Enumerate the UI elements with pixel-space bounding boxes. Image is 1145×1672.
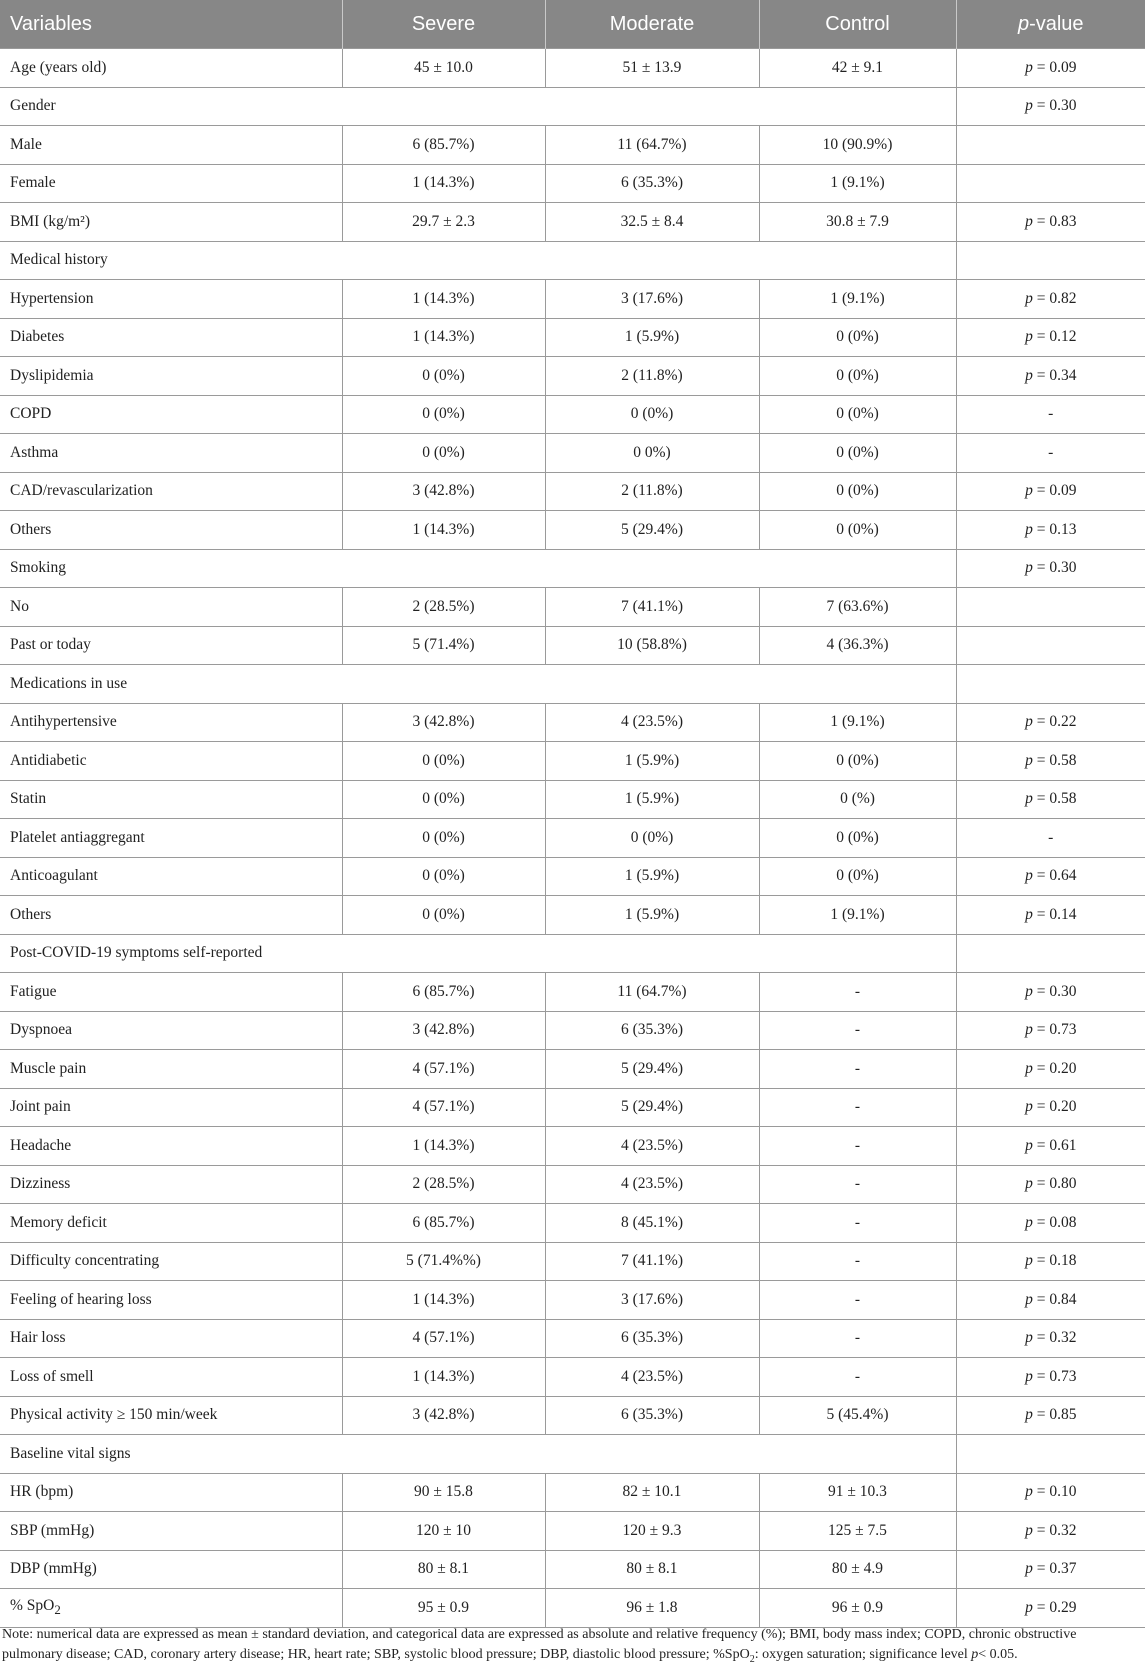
cell-moderate: 2 (11.8%) xyxy=(545,357,759,396)
cell-severe: 2 (28.5%) xyxy=(342,1165,545,1204)
cell-control: 7 (63.6%) xyxy=(759,588,956,627)
cell-control: 0 (0%) xyxy=(759,857,956,896)
cell-moderate: 5 (29.4%) xyxy=(545,1050,759,1089)
table-row xyxy=(0,472,1145,511)
table-row xyxy=(0,742,1145,781)
cell-severe: 1 (14.3%) xyxy=(342,1358,545,1397)
cell-p-value: p = 0.10 xyxy=(956,1473,1145,1512)
cell-control: - xyxy=(759,1165,956,1204)
cell-moderate: 1 (5.9%) xyxy=(545,857,759,896)
cell-moderate: 10 (58.8%) xyxy=(545,626,759,665)
cell-severe: 90 ± 15.8 xyxy=(342,1473,545,1512)
cell-severe: 80 ± 8.1 xyxy=(342,1550,545,1589)
cell-moderate: 6 (35.3%) xyxy=(545,1396,759,1435)
cell-p-value: p = 0.64 xyxy=(956,857,1145,896)
cell-p-value: p = 0.09 xyxy=(956,49,1145,88)
cell-severe: 3 (42.8%) xyxy=(342,703,545,742)
cell-moderate: 4 (23.5%) xyxy=(545,703,759,742)
table-row xyxy=(0,1088,1145,1127)
table-row xyxy=(0,203,1145,242)
cell-control: 0 (0%) xyxy=(759,472,956,511)
row-label: Past or today xyxy=(0,626,342,665)
cell-control: 42 ± 9.1 xyxy=(759,49,956,88)
cell-severe: 0 (0%) xyxy=(342,896,545,935)
cell-p-value xyxy=(956,588,1145,627)
cell-severe: 1 (14.3%) xyxy=(342,1281,545,1320)
header-row xyxy=(0,0,1145,49)
cell-control: - xyxy=(759,1088,956,1127)
table-row xyxy=(0,1512,1145,1551)
section-row xyxy=(0,934,1145,973)
section-row xyxy=(0,665,1145,704)
cell-p-value: p = 0.18 xyxy=(956,1242,1145,1281)
cell-moderate: 6 (35.3%) xyxy=(545,1319,759,1358)
row-label: CAD/revascularization xyxy=(0,472,342,511)
cell-p-value: p = 0.84 xyxy=(956,1281,1145,1320)
cell-severe: 120 ± 10 xyxy=(342,1512,545,1551)
cell-moderate: 1 (5.9%) xyxy=(545,896,759,935)
cell-p-value: p = 0.85 xyxy=(956,1396,1145,1435)
table-row xyxy=(0,973,1145,1012)
table-row xyxy=(0,857,1145,896)
row-label: Age (years old) xyxy=(0,49,342,88)
cell-p-value: p = 0.20 xyxy=(956,1088,1145,1127)
cell-p-value: p = 0.73 xyxy=(956,1358,1145,1397)
cell-severe: 3 (42.8%) xyxy=(342,1011,545,1050)
cell-p-value: p = 0.82 xyxy=(956,280,1145,319)
row-label: Hair loss xyxy=(0,1319,342,1358)
cell-severe: 2 (28.5%) xyxy=(342,588,545,627)
cell-severe: 45 ± 10.0 xyxy=(342,49,545,88)
cell-moderate: 4 (23.5%) xyxy=(545,1127,759,1166)
cell-severe: 0 (0%) xyxy=(342,357,545,396)
row-label: Platelet antiaggregant xyxy=(0,819,342,858)
cell-moderate: 0 0%) xyxy=(545,434,759,473)
cell-p-value: p = 0.58 xyxy=(956,742,1145,781)
cell-control: 5 (45.4%) xyxy=(759,1396,956,1435)
table-row xyxy=(0,1358,1145,1397)
cell-severe: 3 (42.8%) xyxy=(342,1396,545,1435)
cell-moderate: 6 (35.3%) xyxy=(545,1011,759,1050)
section-label: Baseline vital signs xyxy=(0,1435,956,1474)
cell-moderate: 7 (41.1%) xyxy=(545,588,759,627)
cell-severe: 6 (85.7%) xyxy=(342,973,545,1012)
section-label: Post-COVID-19 symptoms self-reported xyxy=(0,934,956,973)
cell-p-value: p = 0.14 xyxy=(956,896,1145,935)
table-row xyxy=(0,896,1145,935)
cell-severe: 6 (85.7%) xyxy=(342,126,545,165)
cell-control: 91 ± 10.3 xyxy=(759,1473,956,1512)
table-row xyxy=(0,1550,1145,1589)
table-row xyxy=(0,1589,1145,1628)
cell-control: 4 (36.3%) xyxy=(759,626,956,665)
cell-severe: 0 (0%) xyxy=(342,819,545,858)
header-severe: Severe xyxy=(342,0,545,49)
cell-control: - xyxy=(759,1281,956,1320)
cell-severe: 4 (57.1%) xyxy=(342,1319,545,1358)
cell-moderate: 80 ± 8.1 xyxy=(545,1550,759,1589)
cell-p-value: p = 0.30 xyxy=(956,973,1145,1012)
row-label: Female xyxy=(0,164,342,203)
section-label: Smoking xyxy=(0,549,956,588)
cell-control: 1 (9.1%) xyxy=(759,703,956,742)
cell-p-value xyxy=(956,164,1145,203)
row-label: Physical activity ≥ 150 min/week xyxy=(0,1396,342,1435)
section-row xyxy=(0,241,1145,280)
table-body xyxy=(0,49,1145,1628)
row-label: Dyslipidemia xyxy=(0,357,342,396)
cell-control: 1 (9.1%) xyxy=(759,896,956,935)
cell-moderate: 7 (41.1%) xyxy=(545,1242,759,1281)
cell-control: 125 ± 7.5 xyxy=(759,1512,956,1551)
table-row xyxy=(0,357,1145,396)
cell-control: - xyxy=(759,973,956,1012)
row-label: Anticoagulant xyxy=(0,857,342,896)
table-row xyxy=(0,395,1145,434)
table-row xyxy=(0,1281,1145,1320)
cell-moderate: 1 (5.9%) xyxy=(545,742,759,781)
cell-control: - xyxy=(759,1204,956,1243)
cell-control: 0 (0%) xyxy=(759,318,956,357)
table-row xyxy=(0,1204,1145,1243)
table-row xyxy=(0,511,1145,550)
cell-control: 30.8 ± 7.9 xyxy=(759,203,956,242)
cell-p-value: - xyxy=(956,819,1145,858)
row-label: Headache xyxy=(0,1127,342,1166)
cell-p-value: p = 0.80 xyxy=(956,1165,1145,1204)
table-row xyxy=(0,280,1145,319)
cell-moderate: 3 (17.6%) xyxy=(545,280,759,319)
cell-control: 0 (0%) xyxy=(759,434,956,473)
cell-moderate: 4 (23.5%) xyxy=(545,1358,759,1397)
row-label: Loss of smell xyxy=(0,1358,342,1397)
cell-severe: 29.7 ± 2.3 xyxy=(342,203,545,242)
table-row xyxy=(0,1050,1145,1089)
table-row xyxy=(0,1165,1145,1204)
cell-p-value: p = 0.09 xyxy=(956,472,1145,511)
row-label: No xyxy=(0,588,342,627)
cell-p-value: p = 0.08 xyxy=(956,1204,1145,1243)
cell-severe: 5 (71.4%%) xyxy=(342,1242,545,1281)
cell-severe: 5 (71.4%) xyxy=(342,626,545,665)
table-row xyxy=(0,1473,1145,1512)
row-label: BMI (kg/m²) xyxy=(0,203,342,242)
cell-control: 0 (%) xyxy=(759,780,956,819)
cell-control: 0 (0%) xyxy=(759,511,956,550)
table-row xyxy=(0,1319,1145,1358)
cell-severe: 1 (14.3%) xyxy=(342,318,545,357)
cell-p-value xyxy=(956,626,1145,665)
cell-severe: 0 (0%) xyxy=(342,742,545,781)
table-row xyxy=(0,626,1145,665)
table-row xyxy=(0,318,1145,357)
cell-control: - xyxy=(759,1319,956,1358)
row-label: Fatigue xyxy=(0,973,342,1012)
table-row xyxy=(0,164,1145,203)
row-label: Antihypertensive xyxy=(0,703,342,742)
cell-moderate: 0 (0%) xyxy=(545,819,759,858)
cell-moderate: 120 ± 9.3 xyxy=(545,1512,759,1551)
cell-moderate: 1 (5.9%) xyxy=(545,780,759,819)
cell-p-value: - xyxy=(956,395,1145,434)
row-label: Dyspnoea xyxy=(0,1011,342,1050)
cell-p-value: p = 0.73 xyxy=(956,1011,1145,1050)
table-row xyxy=(0,49,1145,88)
cell-p-value xyxy=(956,934,1145,973)
section-label: Medications in use xyxy=(0,665,956,704)
row-label: Others xyxy=(0,896,342,935)
cell-severe: 4 (57.1%) xyxy=(342,1088,545,1127)
table-row xyxy=(0,1127,1145,1166)
cell-p-value: p = 0.37 xyxy=(956,1550,1145,1589)
cell-control: 0 (0%) xyxy=(759,819,956,858)
row-label: Others xyxy=(0,511,342,550)
section-row xyxy=(0,549,1145,588)
cell-moderate: 32.5 ± 8.4 xyxy=(545,203,759,242)
cell-p-value xyxy=(956,665,1145,704)
cell-severe: 3 (42.8%) xyxy=(342,472,545,511)
cell-p-value: p = 0.34 xyxy=(956,357,1145,396)
cell-moderate: 1 (5.9%) xyxy=(545,318,759,357)
cell-moderate: 6 (35.3%) xyxy=(545,164,759,203)
cell-p-value xyxy=(956,1435,1145,1474)
row-label: Dizziness xyxy=(0,1165,342,1204)
cell-moderate: 82 ± 10.1 xyxy=(545,1473,759,1512)
table-row xyxy=(0,1396,1145,1435)
cell-moderate: 8 (45.1%) xyxy=(545,1204,759,1243)
cell-control: 1 (9.1%) xyxy=(759,164,956,203)
cell-severe: 0 (0%) xyxy=(342,780,545,819)
cell-control: - xyxy=(759,1358,956,1397)
cell-severe: 1 (14.3%) xyxy=(342,280,545,319)
row-label: Hypertension xyxy=(0,280,342,319)
row-label: Antidiabetic xyxy=(0,742,342,781)
cell-p-value: p = 0.30 xyxy=(956,87,1145,126)
table-row xyxy=(0,703,1145,742)
cell-p-value: p = 0.32 xyxy=(956,1512,1145,1551)
table-row xyxy=(0,126,1145,165)
cell-severe: 0 (0%) xyxy=(342,857,545,896)
cell-p-value: p = 0.29 xyxy=(956,1589,1145,1628)
table-row xyxy=(0,780,1145,819)
row-label: Diabetes xyxy=(0,318,342,357)
cell-control: - xyxy=(759,1242,956,1281)
cell-p-value: p = 0.12 xyxy=(956,318,1145,357)
cell-moderate: 11 (64.7%) xyxy=(545,973,759,1012)
row-label: Statin xyxy=(0,780,342,819)
cell-moderate: 11 (64.7%) xyxy=(545,126,759,165)
cell-p-value xyxy=(956,126,1145,165)
cell-moderate: 96 ± 1.8 xyxy=(545,1589,759,1628)
cell-severe: 0 (0%) xyxy=(342,434,545,473)
header-variables: Variables xyxy=(0,0,342,49)
cell-p-value: p = 0.30 xyxy=(956,549,1145,588)
row-label: DBP (mmHg) xyxy=(0,1550,342,1589)
row-label: HR (bpm) xyxy=(0,1473,342,1512)
cell-moderate: 51 ± 13.9 xyxy=(545,49,759,88)
cell-control: 0 (0%) xyxy=(759,742,956,781)
cell-severe: 95 ± 0.9 xyxy=(342,1589,545,1628)
cell-severe: 1 (14.3%) xyxy=(342,511,545,550)
section-label: Medical history xyxy=(0,241,956,280)
cell-control: 0 (0%) xyxy=(759,357,956,396)
cell-moderate: 5 (29.4%) xyxy=(545,511,759,550)
cell-control: 0 (0%) xyxy=(759,395,956,434)
cell-control: 80 ± 4.9 xyxy=(759,1550,956,1589)
table-row xyxy=(0,1242,1145,1281)
cell-moderate: 3 (17.6%) xyxy=(545,1281,759,1320)
section-row xyxy=(0,1435,1145,1474)
cell-p-value: - xyxy=(956,434,1145,473)
row-label: Muscle pain xyxy=(0,1050,342,1089)
cell-severe: 0 (0%) xyxy=(342,395,545,434)
cell-p-value: p = 0.32 xyxy=(956,1319,1145,1358)
cell-severe: 1 (14.3%) xyxy=(342,164,545,203)
cell-p-value: p = 0.61 xyxy=(956,1127,1145,1166)
cell-control: - xyxy=(759,1127,956,1166)
header-moderate: Moderate xyxy=(545,0,759,49)
section-label: Gender xyxy=(0,87,956,126)
cell-control: 1 (9.1%) xyxy=(759,280,956,319)
cell-control: 96 ± 0.9 xyxy=(759,1589,956,1628)
row-label: Male xyxy=(0,126,342,165)
cell-moderate: 0 (0%) xyxy=(545,395,759,434)
table-row xyxy=(0,1011,1145,1050)
section-row xyxy=(0,87,1145,126)
table-row xyxy=(0,588,1145,627)
cell-control: - xyxy=(759,1011,956,1050)
header-p-value: p-value xyxy=(956,0,1145,49)
cell-severe: 1 (14.3%) xyxy=(342,1127,545,1166)
cell-control: - xyxy=(759,1050,956,1089)
cell-p-value: p = 0.13 xyxy=(956,511,1145,550)
table-note: Note: numerical data are expressed as mean ± standard deviation, and categorical data are expressed as absolute and relative frequency (%); BMI, body mass index; COPD, chronic obstructive pulmonary disease; CAD, coronary artery disease; HR, heart rate; SBP, systolic blood pressure; DBP, diastolic blood pressure; %SpO$_2$: oxygen saturation; significance level p< 0.05. xyxy=(2,1627,1077,1665)
cell-moderate: 4 (23.5%) xyxy=(545,1165,759,1204)
cell-severe: 6 (85.7%) xyxy=(342,1204,545,1243)
row-label: SBP (mmHg) xyxy=(0,1512,342,1551)
table-row xyxy=(0,434,1145,473)
cell-p-value: p = 0.22 xyxy=(956,703,1145,742)
header-control: Control xyxy=(759,0,956,49)
row-label: Asthma xyxy=(0,434,342,473)
cell-p-value: p = 0.20 xyxy=(956,1050,1145,1089)
row-label: Joint pain xyxy=(0,1088,342,1127)
cell-p-value: p = 0.58 xyxy=(956,780,1145,819)
cell-p-value xyxy=(956,241,1145,280)
row-label: Feeling of hearing loss xyxy=(0,1281,342,1320)
row-label: COPD xyxy=(0,395,342,434)
cell-p-value: p = 0.83 xyxy=(956,203,1145,242)
row-label: % SpO$_2$ xyxy=(0,1589,342,1628)
cell-moderate: 5 (29.4%) xyxy=(545,1088,759,1127)
cell-severe: 4 (57.1%) xyxy=(342,1050,545,1089)
table-row xyxy=(0,819,1145,858)
row-label: Difficulty concentrating xyxy=(0,1242,342,1281)
row-label: Memory deficit xyxy=(0,1204,342,1243)
cell-moderate: 2 (11.8%) xyxy=(545,472,759,511)
cell-control: 10 (90.9%) xyxy=(759,126,956,165)
